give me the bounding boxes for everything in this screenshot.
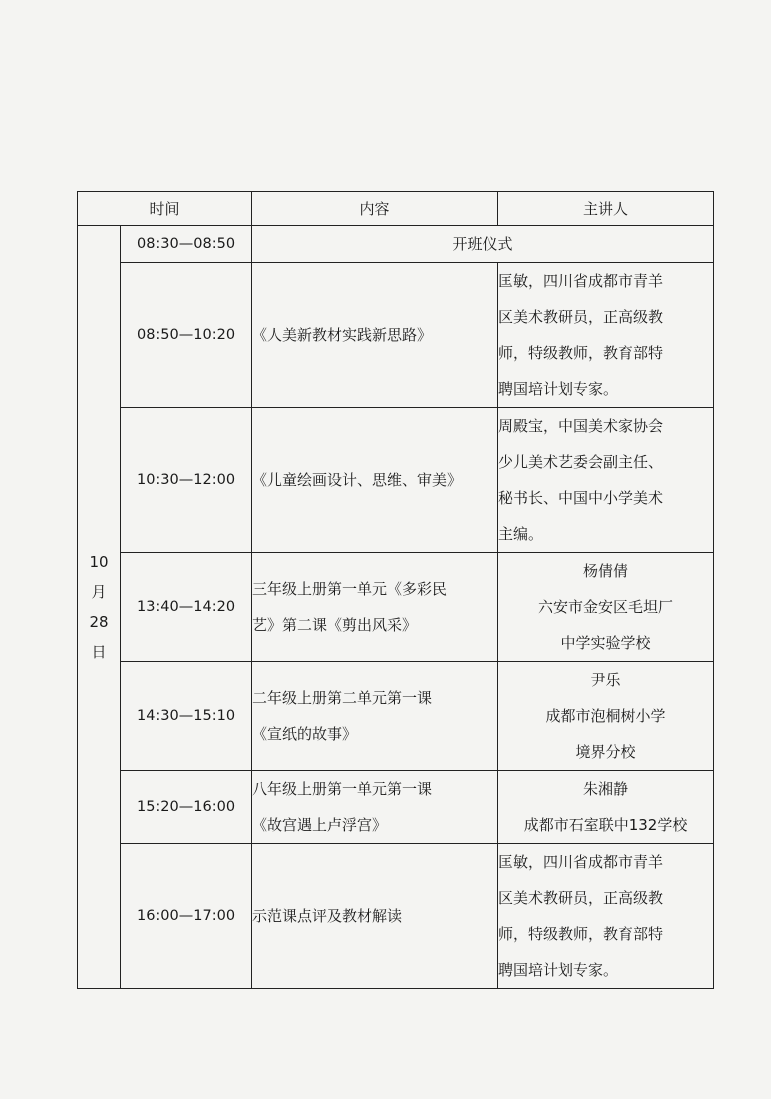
speaker-line: 师，特级教师，教育部特	[498, 344, 664, 362]
header-speaker: 主讲人	[498, 192, 714, 226]
content-line: 《人美新教材实践新思路》	[252, 326, 433, 344]
content-cell	[252, 844, 498, 989]
content-line: 八年级上册第一单元第一课	[252, 780, 433, 798]
speaker-line: 区美术教研员，正高级教	[498, 889, 664, 907]
time-cell: 08:30—08:50	[121, 226, 252, 263]
speaker-line: 杨倩倩	[583, 562, 629, 580]
content-cell	[252, 263, 498, 408]
speaker-line: 匡敏，四川省成都市青羊	[498, 853, 664, 871]
content-line: 《故宫遇上卢浮宫》	[252, 816, 388, 834]
speaker-line: 六安市金安区毛坦厂	[538, 598, 674, 616]
header-content: 内容	[252, 192, 498, 226]
speaker-line: 少儿美术艺委会副主任、	[498, 453, 664, 471]
content-line: 开班仪式	[452, 235, 513, 253]
speaker-line: 秘书长、中国中小学美术	[498, 489, 664, 507]
speaker-cell	[498, 844, 714, 989]
speaker-line: 成都市泡桐树小学	[545, 707, 666, 725]
table-row	[78, 844, 714, 989]
time-cell: 16:00—17:00	[121, 844, 252, 989]
speaker-line: 聘国培计划专家。	[498, 380, 619, 398]
speaker-line: 朱湘静	[583, 780, 629, 798]
header-time: 时间	[78, 192, 252, 226]
table-row	[78, 771, 714, 844]
schedule-table	[77, 191, 714, 989]
table-row	[78, 226, 714, 263]
time-cell: 14:30—15:10	[121, 662, 252, 771]
date-month-num: 10	[89, 553, 109, 571]
speaker-line: 成都市石室联中132学校	[523, 816, 688, 834]
content-cell	[252, 662, 498, 771]
speaker-line: 主编。	[498, 525, 544, 543]
speaker-line: 境界分校	[575, 743, 636, 761]
speaker-line: 区美术教研员，正高级教	[498, 308, 664, 326]
content-line: 二年级上册第二单元第一课	[252, 689, 433, 707]
time-cell: 13:40—14:20	[121, 553, 252, 662]
speaker-cell	[498, 771, 714, 844]
content-cell	[252, 553, 498, 662]
date-month-char: 月	[91, 583, 107, 601]
speaker-line: 师，特级教师，教育部特	[498, 925, 664, 943]
speaker-line: 周殿宝，中国美术家协会	[498, 417, 664, 435]
date-day-num: 28	[89, 613, 109, 631]
speaker-line: 匡敏，四川省成都市青羊	[498, 272, 664, 290]
content-line: 艺》第二课《剪出风采》	[252, 616, 418, 634]
content-line: 三年级上册第一单元《多彩民	[252, 580, 448, 598]
speaker-line: 聘国培计划专家。	[498, 961, 619, 979]
time-cell: 10:30—12:00	[121, 408, 252, 553]
date-day-char: 日	[91, 643, 107, 661]
table-row	[78, 263, 714, 408]
content-cell	[252, 408, 498, 553]
speaker-cell	[498, 408, 714, 553]
speaker-cell	[498, 263, 714, 408]
speaker-line: 尹乐	[590, 671, 621, 689]
content-cell	[252, 226, 714, 263]
header-row	[78, 192, 714, 226]
time-cell: 15:20—16:00	[121, 771, 252, 844]
content-cell	[252, 771, 498, 844]
date-cell	[78, 226, 121, 989]
content-line: 《宣纸的故事》	[252, 725, 358, 743]
table-row	[78, 408, 714, 553]
content-line: 《儿童绘画设计、思维、审美》	[252, 471, 463, 489]
content-line: 示范课点评及教材解读	[252, 907, 403, 925]
speaker-cell	[498, 662, 714, 771]
table-row	[78, 662, 714, 771]
speaker-line: 中学实验学校	[560, 634, 651, 652]
table-row	[78, 553, 714, 662]
time-cell: 08:50—10:20	[121, 263, 252, 408]
speaker-cell	[498, 553, 714, 662]
